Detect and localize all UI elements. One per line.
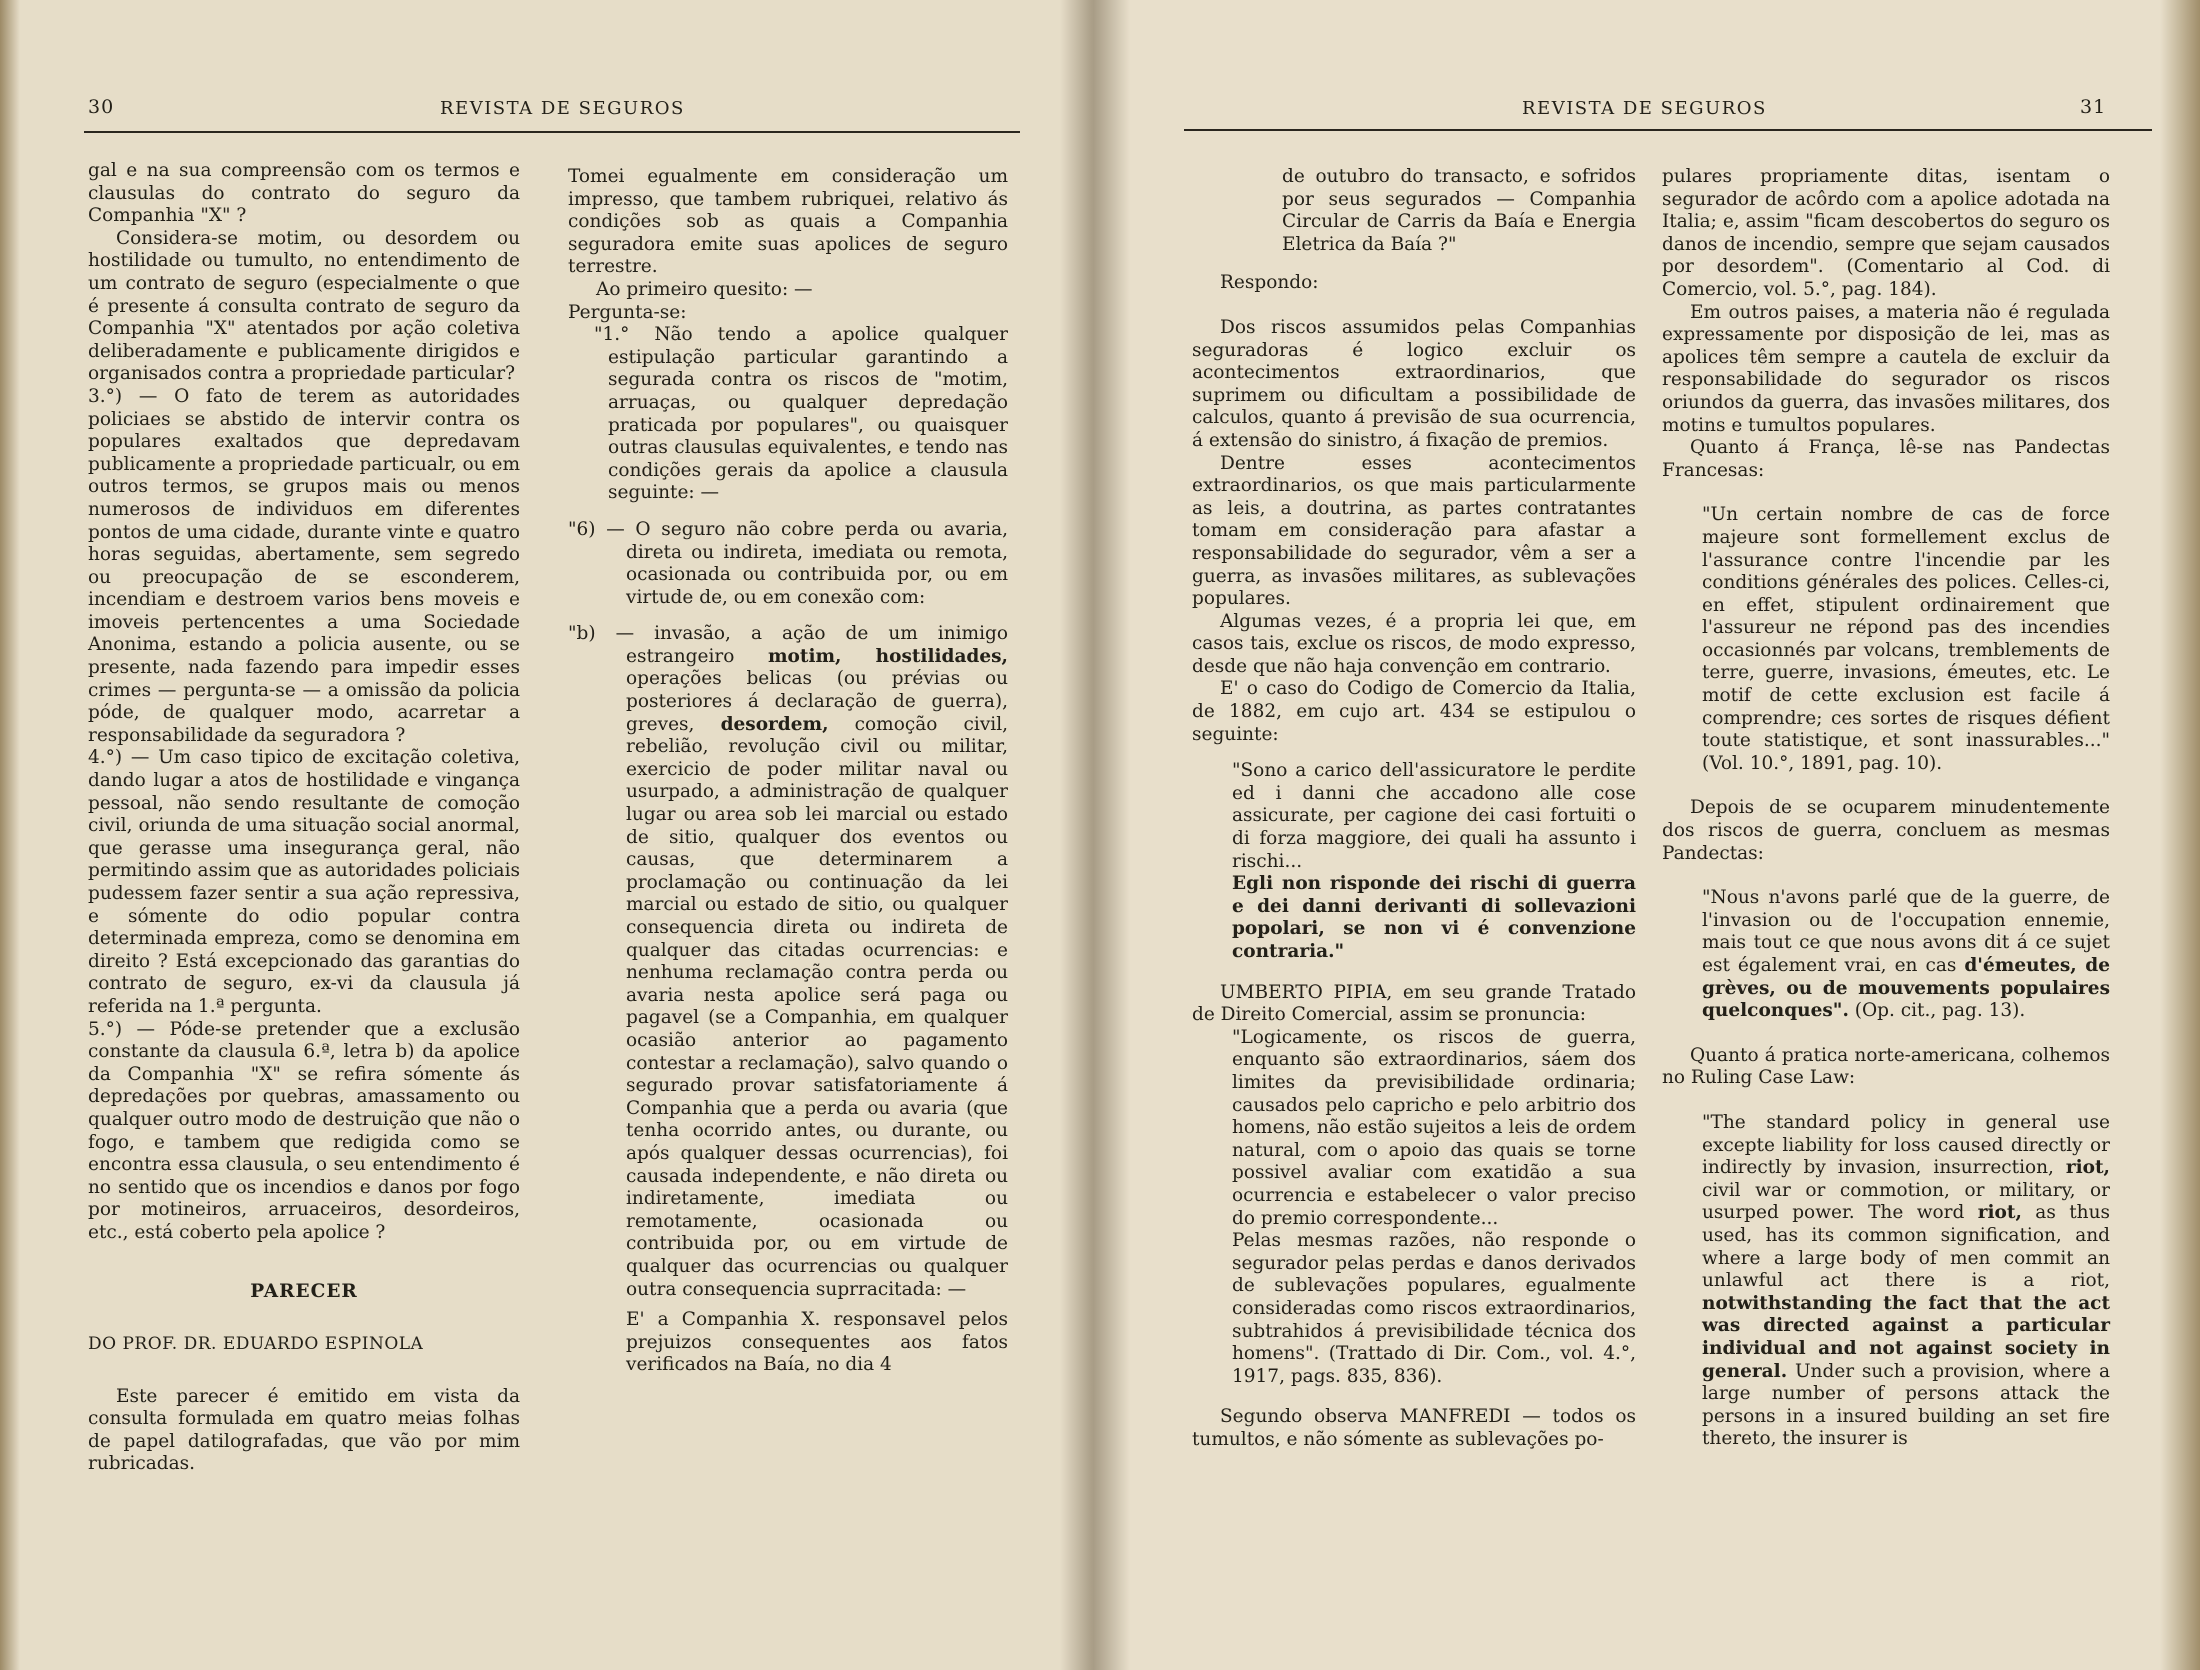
french-quote: "Un certain nombre de cas de force majeure sont formellement exclus de l'assurance contre l'incendie par les conditions générales des polices. Celles-ci, en effet, stipulent ordinairement que l'assureur ne répond pas des incendies occasionnés par volcans, tremblements de terre, guerre, invasions, émeutes, etc. Le motif de cette exclusion est facile á comprendre; ces sortes de risques défient toute statistique, et sont inassurables..." (Vol. 10.°, 1891, pag. 10). (1702, 504, 2110, 774)
paragraph: Ao primeiro quesito: — (596, 278, 813, 300)
paragraph: Tomei egualmente em consideração um impresso, que tambem rubriquei, relativo ás condições sob as quais a Companhia seguradora emite suas apolices de seguro terrestre. (568, 166, 1008, 278)
bold-term: riot, (1977, 1202, 2022, 1224)
pipia-quote: Pelas mesmas razões, não responde o segurador pelas perdas e danos derivados de sublevações populares, egualmente consideradas como riscos extraordinarios, subtrahidos á previsibilidade técnica dos homens". (Trattado di Dir. Com., vol. 4.°, 1917, pags. 835, 836). (1232, 1230, 1636, 1387)
paragraph: Algumas vezes, é a propria lei que, em casos tais, exclue os riscos, de modo expresso, desde que não haja convenção em contrario. (1192, 610, 1636, 677)
quote-text: (Op. cit., pag. 13). (1848, 1000, 2026, 1022)
author-line: DO PROF. DR. EDUARDO ESPINOLA (88, 1334, 424, 1355)
right-page-header (1092, 96, 2200, 124)
header-rule (1184, 129, 2152, 131)
quote-tail: de outubro do transacto, e sofridos por seus segurados — Companhia Circular de Carris da Baía e Energia Eletrica da Baía ?" (1282, 166, 1636, 255)
bold-term: notwithstanding the fact that the act was directed against a particular individual and not against society in general. (1702, 1292, 2110, 1382)
paragraph: Segundo observa MANFREDI — todos os tumultos, e não sómente as sublevações po- (1192, 1406, 1636, 1450)
paragraph: pulares propriamente ditas, isentam o segurador de acôrdo com a apolice adotada na Italia; e, assim "ficam descobertos do seguro os danos de incendio, sempre que sejam causados por desordem". (Comentario al Cod. di Comercio, vol. 5.°, pag. 184). (1662, 166, 2110, 300)
paragraph: Quanto á França, lê-se nas Pandectas Francesas: (1662, 437, 2110, 481)
quote-text: "Nous n'avons parlé que de la guerre, de l'invasion ou de l'occupation ennemie, mais tout ce que nous avons dit á ce sujet est également vrai, en cas (1702, 887, 2110, 976)
pipia-quote: "Logicamente, os riscos de guerra, enquanto são extraordinarios, sáem dos limites da previsibilidade ordinaria; causados pelo capricho e pelo arbitrio dos homens, não estão sujeitos a leis de ordem natural, com o apoio das quais se torne possivel avaliar com exatidão a sua ocurrencia e estabelecer o valor preciso do premio correspondente... (1232, 1026, 1636, 1229)
paragraph: Depois de se ocuparem minudentemente dos riscos de guerra, concluem as mesmas Pandectas: (1662, 797, 2110, 864)
question-3: 3.°) — O fato de terem as autoridades policiaes se abstido de intervir contra os populares exaltados que depredavam publicamente a propriedade particualr, ou em outros termos, se grupos mais ou menos numerosos de individuos em diferentes pontos de uma cidade, durante vinte e quatro horas seguidas, abertamente, sem segredo ou preocupação de se esconderem, incendiam e destroem varios bens moveis e imoveis pertencentes a uma Sociedade Anonima, estando a policia ausente, ou se presente, nada fazendo para impedir esses crimes — pergunta-se — a omissão da policia póde, de qualquer modo, acarretar a responsabilidade da seguradora ? (88, 385, 520, 746)
paragraph: Dentre esses acontecimentos extraordinarios, os que mais particularmente as leis, a doutrina, as partes contratantes tomam em consideração para afastar a responsabilidade do segurador, vêm a ser a guerra, as invasões militares, as sublevações populares. (1192, 452, 1636, 610)
english-quote (1702, 1112, 2110, 1451)
page-edge-shadow (2160, 0, 2200, 1670)
page-number: 31 (2080, 96, 2107, 118)
right-page-column-2 (1662, 166, 2110, 1451)
parecer-heading: PARECER (250, 1280, 358, 1302)
bold-term: motim, hostilidades, (767, 645, 1008, 667)
bold-term: riot, (2065, 1157, 2110, 1179)
left-page-header (0, 96, 1092, 124)
clause-text: comoção civil, rebelião, revolução civil ou militar, exercicio de poder militar naval ou usurpado, a administração de qualquer lugar ou area sob lei marcial ou estado de sitio, qualquer dos eventos ou causas, que determinarem a proclamação ou continuação da lei marcial ou estado de sitio, ou qualquer consequencia direta ou indireta de qualquer das citadas ocurrencias: e nenhuma reclamação contra perda ou avaria nesta apolice será paga ou pagavel (se a Companhia, em qualquer ocasião anterior ao pagamento contestar a reclamação), salvo quando o segurado provar satisfatoriamente á Companhia que a perda ou avaria (que tenha ocorrido antes, ou durante, ou após qualquer dessas ocurrencias), foi causada independente, e não direta ou indiretamente, imediata ou remotamente, ocasionada ou contribuida por, ou em virtude de qualquer das ocurrencias ou qualquer outra consequencia suprracitada: — (626, 713, 1008, 1300)
paragraph: Dos riscos assumidos pelas Companhias seguradoras é logico excluir os acontecimentos extraordinarios, que suprimem ou dificultam a possibilidade de calculos, quanto á previsão de sua ocurrencia, á extensão do sinistro, á fixação de premios. (1192, 316, 1636, 451)
quote-text: as thus used, has its common signification, and where a large body of men commit an unlawful act there is a riot, (1702, 1202, 2111, 1292)
paragraph: Quanto á pratica norte-americana, colhemos no Ruling Case Law: (1662, 1044, 2110, 1089)
clause-text: operações belicas (ou prévias ou posteriores á declaração de guerra), greves, (626, 668, 1008, 735)
paragraph: E' a Companhia X. responsavel pelos prejuizos consequentes aos fatos verificados na Baía, no dia 4 (626, 1309, 1008, 1376)
italian-quote-bold: Egli non risponde dei rischi di guerra e dei danni derivanti di sollevazioni popolari, se non vi é convenzione contraria." (1232, 873, 1636, 962)
page-edge-shadow (0, 0, 20, 1670)
running-title: REVISTA DE SEGUROS (440, 98, 685, 119)
clause-6: "6) — O seguro não cobre perda ou avaria, direta ou indireta, imediata ou remota, ocasionada ou contribuida por, ou em virtude de, ou em conexão com: (568, 518, 1008, 608)
header-rule (84, 131, 1020, 133)
right-page (1092, 0, 2200, 1670)
left-page (0, 0, 1092, 1670)
clause-b (568, 623, 1008, 1301)
question-5: 5.°) — Póde-se pretender que a exclusão constante da clausula 6.ª, letra b) da apolice da Companhia "X" se refira sómente ás depredações por quebras, amassamento ou qualquer outro modo de destruição que não o fogo, e tambem que redigida como se encontra essa clausula, o seu entendimento é no sentido que os incendios e danos por fogo por motineiros, arruaceiros, desordeiros, etc., está coberto pela apolice ? (88, 1018, 520, 1243)
clause-text: "b) — invasão, a ação de um inimigo estrangeiro (568, 623, 1008, 667)
left-page-column-1 (88, 160, 520, 1476)
paragraph: E' o caso do Codigo de Comercio da Italia, de 1882, em cujo art. 434 se estipulou o seguinte: (1192, 678, 1636, 745)
bold-term: d'émeutes, de grèves, ou de mouvements populaires quelconques". (1702, 955, 2110, 1022)
quote-text: civil war or commotion, or military, or usurped power. The word (1702, 1179, 2110, 1224)
running-title: REVISTA DE SEGUROS (1522, 98, 1767, 119)
paragraph: Pergunta-se: (568, 301, 687, 323)
book-gutter (1060, 0, 1130, 1670)
left-page-column-2 (568, 166, 1008, 1377)
french-quote (1702, 887, 2110, 1023)
respondo-label: Respondo: (1220, 272, 1319, 294)
question-4: 4.°) — Um caso tipico de excitação coletiva, dando lugar a atos de hostilidade e vingança pessoal, não sendo resultante de comoção civil, oriunda de uma situação social anormal, que gerasse uma insegurança geral, não permitindo assim que as autoridades policiais pudessem fazer sentir a sua ação repressiva, e sómente do odio popular contra determinada empreza, como se denomina em direito ? Está excepcionado das garantias do contrato de seguro, ex-vi da clausula já referida na 1.ª pergunta. (88, 747, 520, 1017)
right-page-column-1 (1192, 166, 1636, 1451)
paragraph: UMBERTO PIPIA, em seu grande Tratado de Direito Comercial, assim se pronuncia: (1192, 981, 1636, 1026)
paragraph: Considera-se motim, ou desordem ou hostilidade ou tumulto, no entendimento de um contrato de seguro (especialmente o que é presente á consulta contrato de seguro da Companhia "X" atentados por ação coletiva deliberadamente e publicamente dirigidos e organisados contra a propriedade particular? (88, 227, 520, 385)
paragraph: Este parecer é emitido em vista da consulta formulada em quatro meias folhas de papel datilografadas, que vão por mim rubricadas. (88, 1385, 520, 1475)
italian-quote: "Sono a carico dell'assicuratore le perdite ed i danni che accadono alle cose assicurate, per cagione dei casi fortuiti o di forza maggiore, dei quali ha assunto i rischi... (1232, 760, 1636, 872)
paragraph: gal e na sua compreensão com os termos e clausulas do contrato do seguro da Companhia "X" ? (88, 160, 520, 227)
paragraph: Em outros paises, a materia não é regulada expressamente por disposição de lei, mas as apolices têm sempre a cautela de excluir da responsabilidade do segurador os riscos oriundos da guerra, das invasões militares, dos motins e tumultos populares. (1662, 301, 2110, 436)
quote-text: "The standard policy in general use excepte liability for loss caused directly or indirectly by invasion, insurrection, (1702, 1111, 2110, 1179)
bold-term: desordem, (720, 713, 829, 735)
quote-text: Under such a provision, where a large number of persons attack the persons in a insured building an set fire thereto, the insurer is (1702, 1360, 2110, 1450)
page-number: 30 (88, 96, 115, 118)
clause-1: "1.° Não tendo a apolice qualquer estipulação particular garantindo a segurada contra os riscos de "motim, arruaças, ou qualquer depredação praticada por populares", ou quaisquer outras clausulas equivalentes, e tendo nas condições gerais da apolice a clausula seguinte: — (594, 324, 1008, 504)
